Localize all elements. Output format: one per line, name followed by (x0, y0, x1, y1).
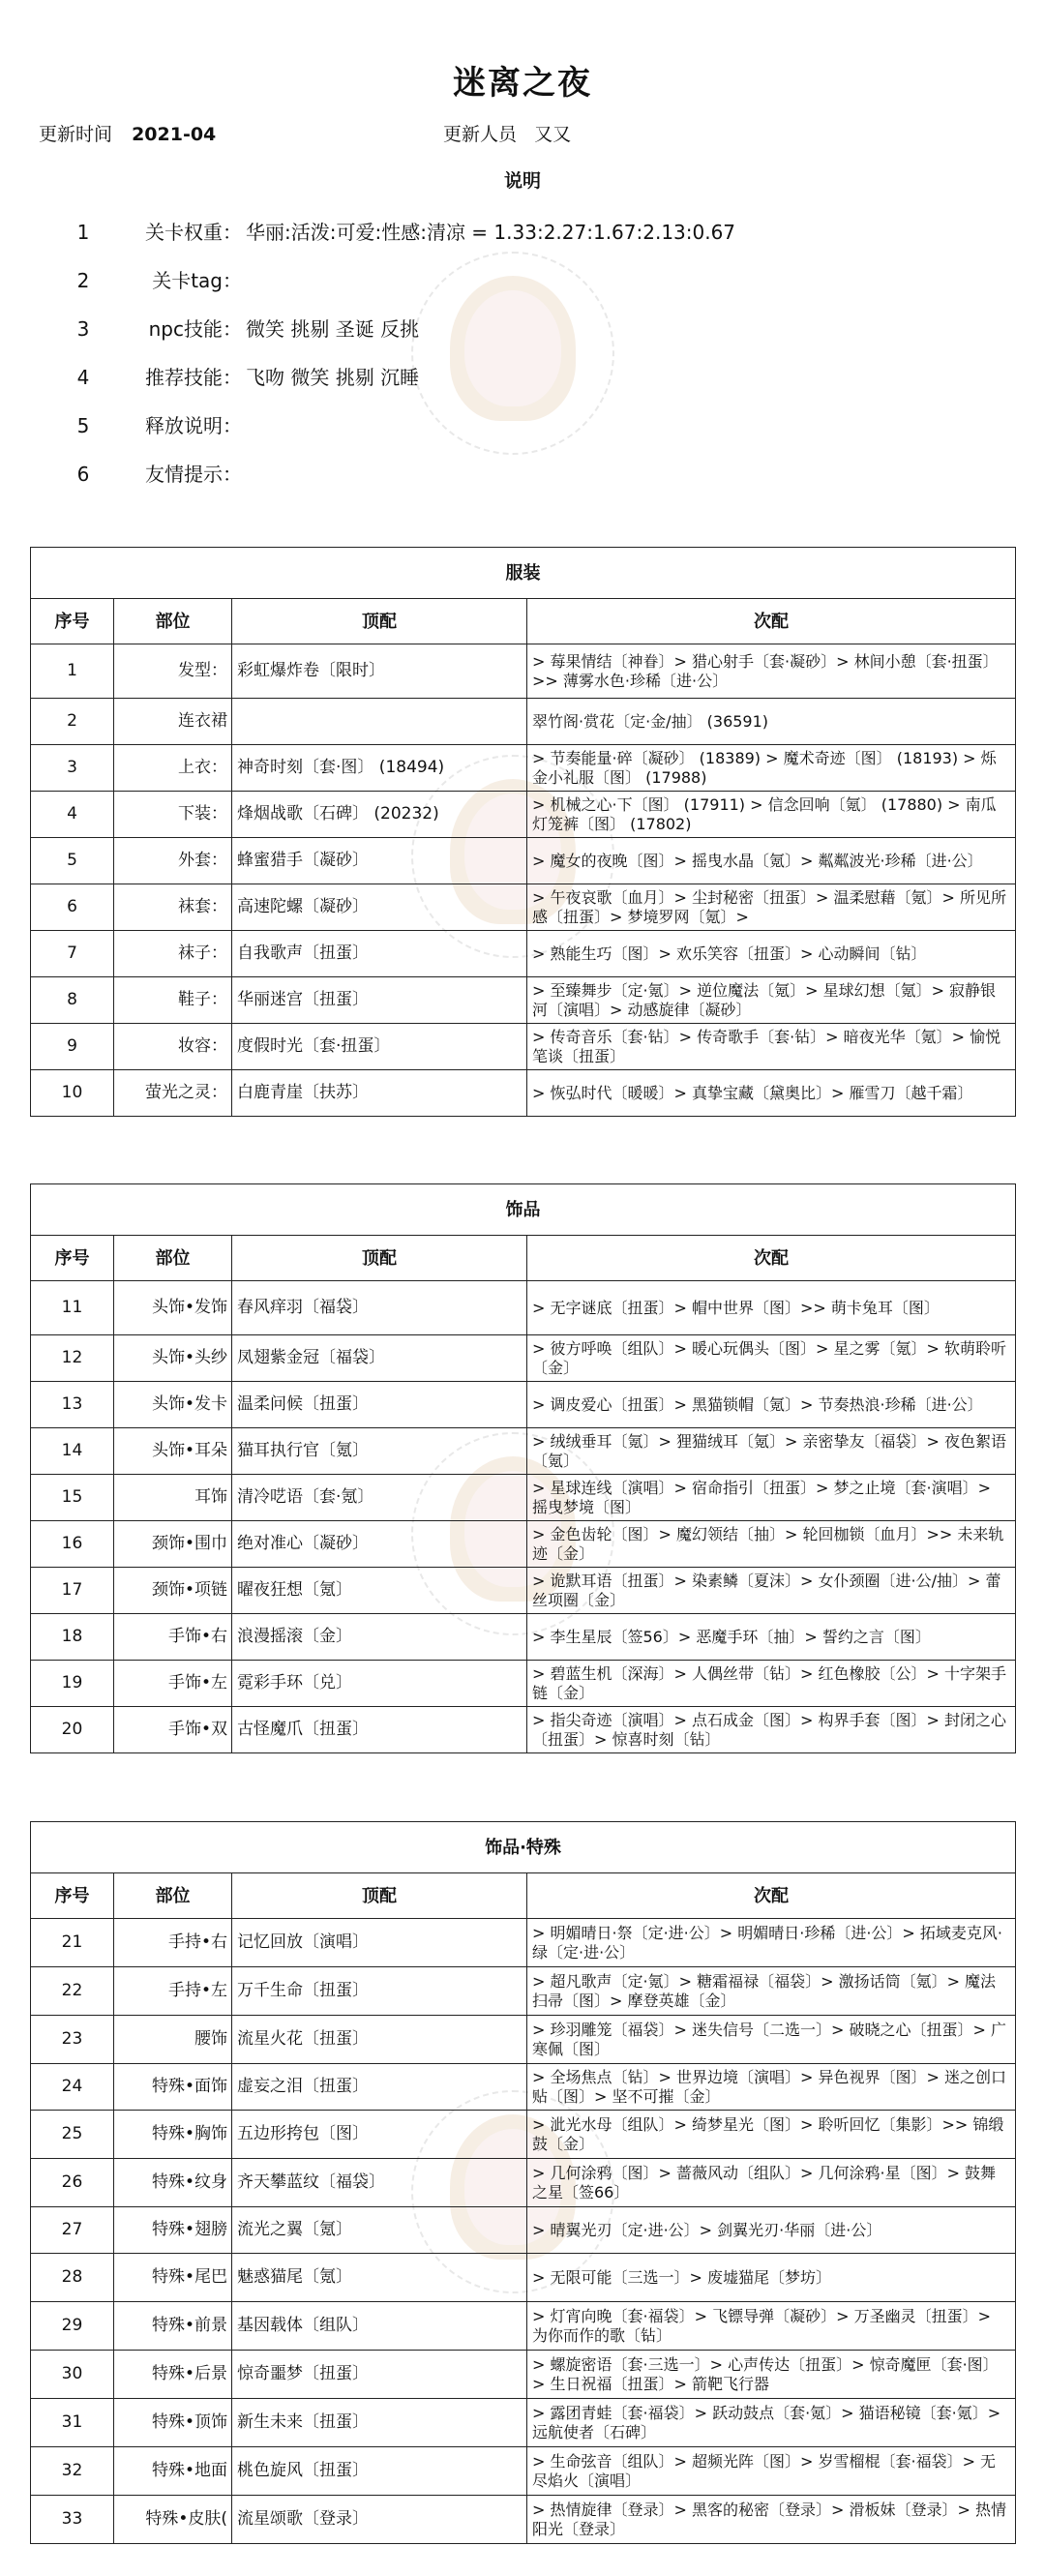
info-value: 华丽:活泼:可爱:性感:清凉 = 1.33:2.27:1.67:2.13:0.67 (246, 221, 736, 244)
cell-top: 霓彩手环〔兑〕 (232, 1661, 527, 1707)
cell-part: 上衣： (114, 745, 232, 792)
cell-top: 惊奇噩梦〔扭蛋〕 (232, 2351, 527, 2399)
cell-num: 2 (31, 699, 114, 745)
column-header-num: 序号 (31, 599, 114, 644)
column-header-top: 顶配 (232, 599, 527, 644)
cell-top: 魅惑猫尾〔氪〕 (232, 2254, 527, 2302)
cell-top: 清冷呓语〔套·氪〕 (232, 1475, 527, 1521)
table-row (31, 1919, 1016, 1967)
cell-part: 发型： (114, 644, 232, 699)
cell-num: 33 (31, 2496, 114, 2544)
cell-alt: > 泚光水母〔组队〕> 绮梦星光〔图〕> 聆听回忆〔集影〕>> 锦缎鼓〔金〕 (527, 2111, 1016, 2159)
info-row (64, 208, 735, 256)
table-row (31, 2399, 1016, 2447)
cell-part: 特殊•纹身 (114, 2159, 232, 2207)
section-caption-row (31, 1822, 1016, 1873)
cell-num: 4 (31, 792, 114, 838)
cell-alt: > 灯宵向晚〔套·福袋〕> 飞镖导弹〔凝砂〕> 万圣幽灵〔扭蛋〕> 为你而作的歌〔钻〕 (527, 2302, 1016, 2351)
cell-num: 1 (31, 644, 114, 699)
table-row (31, 699, 1016, 745)
cell-top: 新生未来〔扭蛋〕 (232, 2399, 527, 2447)
cell-alt: > 诡默耳语〔扭蛋〕> 染素鳞〔夏沫〕> 女仆颈圈〔进·公/抽〕> 蕾丝项圈〔金〕 (527, 1568, 1016, 1614)
cell-part: 手饰•左 (114, 1661, 232, 1707)
cell-num: 18 (31, 1614, 114, 1661)
table-row (31, 884, 1016, 931)
cell-num: 21 (31, 1919, 114, 1967)
table-row (31, 1281, 1016, 1335)
section-caption-row (31, 1184, 1016, 1236)
table-row (31, 2016, 1016, 2064)
cell-top (232, 699, 527, 745)
cell-num: 25 (31, 2111, 114, 2159)
cell-alt: > 至臻舞步〔定·氪〕> 逆位魔法〔氪〕> 星球幻想〔氪〕> 寂静银河〔演唱〕> 动感旋律〔凝砂〕 (527, 977, 1016, 1024)
cell-part: 手持•右 (114, 1919, 232, 1967)
cell-alt: > 午夜哀歌〔血月〕> 尘封秘密〔扭蛋〕> 温柔慰藉〔氪〕> 所见所感〔扭蛋〕> 梦境罗网〔氪〕> (527, 884, 1016, 931)
column-header-alt: 次配 (527, 1236, 1016, 1281)
column-header-num: 序号 (31, 1236, 114, 1281)
accessories-table (30, 1183, 1016, 1753)
table-row (31, 1967, 1016, 2016)
cell-alt: > 晴翼光刃〔定·进·公〕> 剑翼光刃·华丽〔进·公〕 (527, 2207, 1016, 2254)
cell-top: 度假时光〔套·扭蛋〕 (232, 1024, 527, 1070)
table-row (31, 1428, 1016, 1475)
watermark-image (411, 252, 614, 455)
cell-num: 13 (31, 1382, 114, 1428)
table-row (31, 2447, 1016, 2496)
info-key: 关卡权重： (145, 221, 242, 244)
cell-part: 头饰•头纱 (114, 1335, 232, 1382)
cell-num: 19 (31, 1661, 114, 1707)
cell-part: 特殊•皮肤( (114, 2496, 232, 2544)
cell-alt: > 绒绒垂耳〔氪〕> 狸猫绒耳〔氪〕> 亲密挚友〔福袋〕> 夜色絮语〔氪〕 (527, 1428, 1016, 1475)
cell-num: 15 (31, 1475, 114, 1521)
updater-value: 又又 (534, 124, 572, 145)
updater (443, 120, 571, 146)
cell-alt: > 生命弦音〔组队〕> 超频光阵〔图〕> 岁雪榴棍〔套·福袋〕> 无尽焰火〔演唱〕 (527, 2447, 1016, 2496)
cell-part: 颈饰•围巾 (114, 1521, 232, 1568)
update-time-label: 更新时间 (39, 124, 113, 145)
cell-top: 猫耳执行官〔氪〕 (232, 1428, 527, 1475)
cell-part: 手饰•右 (114, 1614, 232, 1661)
section-caption: 饰品 (31, 1184, 1016, 1236)
table-row (31, 838, 1016, 884)
cell-alt: > 指尖奇迹〔演唱〕> 点石成金〔图〕> 构界手套〔图〕> 封闭之心〔扭蛋〕> 惊喜时刻〔钻〕 (527, 1707, 1016, 1753)
table-row (31, 2207, 1016, 2254)
table-row (31, 1521, 1016, 1568)
cell-top: 温柔问候〔扭蛋〕 (232, 1382, 527, 1428)
table-row (31, 1661, 1016, 1707)
cell-num: 5 (31, 838, 114, 884)
table-row (31, 1568, 1016, 1614)
table-row (31, 1070, 1016, 1117)
cell-num: 23 (31, 2016, 114, 2064)
cell-top: 基因载体〔组队〕 (232, 2302, 527, 2351)
cell-top: 万千生命〔扭蛋〕 (232, 1967, 527, 2016)
page-title: 迷离之夜 (453, 64, 592, 103)
table-row (31, 1335, 1016, 1382)
clothing-table (30, 547, 1016, 1117)
cell-top: 桃色旋风〔扭蛋〕 (232, 2447, 527, 2496)
cell-part: 连衣裙 (114, 699, 232, 745)
cell-alt: > 莓果情结〔神眷〕> 猎心射手〔套·凝砂〕> 林间小憩〔套·扭蛋〕>> 薄雾水色·珍稀〔进·公〕 (527, 644, 1016, 699)
column-header-alt: 次配 (527, 599, 1016, 644)
cell-part: 特殊•后景 (114, 2351, 232, 2399)
cell-top: 五边形挎包〔图〕 (232, 2111, 527, 2159)
cell-alt: > 无限可能〔三选一〕> 废墟猫尾〔梦坊〕 (527, 2254, 1016, 2302)
table-row (31, 977, 1016, 1024)
info-row (64, 256, 246, 305)
cell-alt: > 珍羽雕笼〔福袋〕> 迷失信号〔二选一〕> 破晓之心〔扭蛋〕> 广寒佩〔图〕 (527, 2016, 1016, 2064)
cell-part: 外套： (114, 838, 232, 884)
table-row (31, 1382, 1016, 1428)
cell-part: 头饰•发饰 (114, 1281, 232, 1335)
cell-top: 自我歌声〔扭蛋〕 (232, 931, 527, 977)
cell-part: 特殊•尾巴 (114, 2254, 232, 2302)
section-caption-row (31, 548, 1016, 599)
cell-alt: > 彼方呼唤〔组队〕> 暖心玩偶头〔图〕> 星之雾〔氪〕> 软萌聆听〔金〕 (527, 1335, 1016, 1382)
cell-top: 绝对准心〔凝砂〕 (232, 1521, 527, 1568)
cell-part: 鞋子： (114, 977, 232, 1024)
update-time-value: 2021-04 (132, 124, 217, 145)
info-key: 友情提示： (145, 463, 242, 486)
cell-alt: > 热情旋律〔登录〕> 黑客的秘密〔登录〕> 滑板妹〔登录〕> 热情阳光〔登录〕 (527, 2496, 1016, 2544)
info-num: 5 (76, 414, 90, 437)
cell-top: 神奇时刻〔套·图〕 (18494) (232, 745, 527, 792)
column-header-alt: 次配 (527, 1873, 1016, 1919)
cell-part: 袜子： (114, 931, 232, 977)
cell-top: 彩虹爆炸卷〔限时〕 (232, 644, 527, 699)
info-num: 6 (76, 463, 90, 486)
table-row (31, 745, 1016, 792)
cell-alt: > 机械之心·下〔图〕 (17911) > 信念回响〔氪〕 (17880) > 南瓜灯笼裤〔图〕 (17802) (527, 792, 1016, 838)
cell-part: 腰饰 (114, 2016, 232, 2064)
cell-alt: > 金色齿轮〔图〕> 魔幻领结〔抽〕> 轮回枷锁〔血月〕>> 未来轨迹〔金〕 (527, 1521, 1016, 1568)
column-header-row (31, 1873, 1016, 1919)
cell-top: 记忆回放〔演唱〕 (232, 1919, 527, 1967)
table-row (31, 1024, 1016, 1070)
cell-top: 白鹿青崖〔扶苏〕 (232, 1070, 527, 1117)
cell-num: 31 (31, 2399, 114, 2447)
info-row (64, 450, 246, 498)
update-time (39, 120, 216, 146)
column-header-top: 顶配 (232, 1236, 527, 1281)
section-caption: 服装 (31, 548, 1016, 599)
cell-part: 手饰•双 (114, 1707, 232, 1753)
cell-part: 特殊•胸饰 (114, 2111, 232, 2159)
column-header-part: 部位 (114, 599, 232, 644)
table-row (31, 2351, 1016, 2399)
info-num: 3 (76, 317, 90, 341)
cell-alt: > 几何涂鸦〔图〕> 蔷薇风动〔组队〕> 几何涂鸦·星〔图〕> 鼓舞之星〔签66〕 (527, 2159, 1016, 2207)
cell-top: 曜夜狂想〔氪〕 (232, 1568, 527, 1614)
cell-part: 特殊•面饰 (114, 2064, 232, 2111)
cell-part: 下装： (114, 792, 232, 838)
cell-num: 28 (31, 2254, 114, 2302)
cell-alt: > 恢弘时代〔暖暖〕> 真挚宝藏〔黛奥比〕> 雁雪刀〔越千霜〕 (527, 1070, 1016, 1117)
table-row (31, 1707, 1016, 1753)
cell-top: 华丽迷宫〔扭蛋〕 (232, 977, 527, 1024)
column-header-num: 序号 (31, 1873, 114, 1919)
info-row (64, 305, 419, 353)
cell-num: 22 (31, 1967, 114, 2016)
cell-num: 17 (31, 1568, 114, 1614)
cell-alt: > 调皮爱心〔扭蛋〕> 黑猫锁帽〔氪〕> 节奏热浪·珍稀〔进·公〕 (527, 1382, 1016, 1428)
column-header-top: 顶配 (232, 1873, 527, 1919)
column-header-row (31, 599, 1016, 644)
table-row (31, 644, 1016, 699)
cell-num: 12 (31, 1335, 114, 1382)
cell-alt: > 星球连线〔演唱〕> 宿命指引〔扭蛋〕> 梦之止境〔套·演唱〕> 摇曳梦境〔图〕 (527, 1475, 1016, 1521)
cell-num: 20 (31, 1707, 114, 1753)
info-key: npc技能： (148, 317, 242, 341)
cell-alt: > 魔女的夜晚〔图〕> 摇曳水晶〔氪〕> 粼粼波光·珍稀〔进·公〕 (527, 838, 1016, 884)
cell-top: 齐天攀蓝纹〔福袋〕 (232, 2159, 527, 2207)
cell-part: 头饰•发卡 (114, 1382, 232, 1428)
column-header-row (31, 1236, 1016, 1281)
cell-num: 11 (31, 1281, 114, 1335)
info-value: 微笑 挑剔 圣诞 反挑 (246, 317, 420, 341)
cell-part: 耳饰 (114, 1475, 232, 1521)
cell-alt: > 李生星辰〔签56〕> 恶魔手环〔抽〕> 誓约之言〔图〕 (527, 1614, 1016, 1661)
cell-part: 头饰•耳朵 (114, 1428, 232, 1475)
cell-num: 29 (31, 2302, 114, 2351)
table-row (31, 2302, 1016, 2351)
cell-top: 高速陀螺〔凝砂〕 (232, 884, 527, 931)
info-value: 飞吻 微笑 挑剔 沉睡 (246, 366, 420, 389)
cell-alt: > 超凡歌声〔定·氪〕> 糖霜福禄〔福袋〕> 激扬话筒〔氪〕> 魔法扫帚〔图〕> 摩登英雄〔金〕 (527, 1967, 1016, 2016)
table-row (31, 792, 1016, 838)
cell-alt: > 螺旋密语〔套·三选一〕> 心声传达〔扭蛋〕> 惊奇魔匣〔套·图〕> 生日祝福〔扭蛋〕> 箭靶飞行器 (527, 2351, 1016, 2399)
table-row (31, 2496, 1016, 2544)
info-row (64, 402, 246, 450)
cell-alt: > 露团青蛙〔套·福袋〕> 跃动鼓点〔套·氪〕> 猫语秘镜〔套·氪〕> 远航使者〔石碑〕 (527, 2399, 1016, 2447)
table-row (31, 1614, 1016, 1661)
cell-part: 特殊•翅膀 (114, 2207, 232, 2254)
cell-alt: > 传奇音乐〔套·钻〕> 传奇歌手〔套·钻〕> 暗夜光华〔氪〕> 愉悦笔谈〔扭蛋〕 (527, 1024, 1016, 1070)
cell-num: 24 (31, 2064, 114, 2111)
info-num: 2 (76, 269, 90, 292)
cell-num: 10 (31, 1070, 114, 1117)
cell-part: 特殊•前景 (114, 2302, 232, 2351)
table-row (31, 2111, 1016, 2159)
info-key: 关卡tag： (152, 269, 242, 292)
cell-alt: > 明媚晴日·祭〔定·进·公〕> 明媚晴日·珍稀〔进·公〕> 拓域麦克风·绿〔定·进·公〕 (527, 1919, 1016, 1967)
cell-top: 流星颂歌〔登录〕 (232, 2496, 527, 2544)
info-num: 4 (76, 366, 90, 389)
cell-part: 颈饰•项链 (114, 1568, 232, 1614)
info-key: 释放说明： (145, 414, 242, 437)
cell-num: 8 (31, 977, 114, 1024)
column-header-part: 部位 (114, 1236, 232, 1281)
cell-num: 30 (31, 2351, 114, 2399)
cell-part: 手持•左 (114, 1967, 232, 2016)
explanation-heading: 说明 (503, 170, 541, 192)
cell-top: 春风痒羽〔福袋〕 (232, 1281, 527, 1335)
updater-label: 更新人员 (443, 124, 518, 145)
table-row (31, 1475, 1016, 1521)
cell-top: 虚妄之泪〔扭蛋〕 (232, 2064, 527, 2111)
cell-alt: 翠竹阁·赏花〔定·金/抽〕 (36591) (527, 699, 1016, 745)
cell-num: 27 (31, 2207, 114, 2254)
column-header-part: 部位 (114, 1873, 232, 1919)
cell-top: 蜂蜜猎手〔凝砂〕 (232, 838, 527, 884)
cell-num: 16 (31, 1521, 114, 1568)
cell-num: 32 (31, 2447, 114, 2496)
info-key: 推荐技能： (145, 366, 242, 389)
cell-num: 3 (31, 745, 114, 792)
cell-top: 烽烟战歌〔石碑〕 (20232) (232, 792, 527, 838)
cell-part: 特殊•地面 (114, 2447, 232, 2496)
cell-top: 古怪魔爪〔扭蛋〕 (232, 1707, 527, 1753)
cell-num: 6 (31, 884, 114, 931)
cell-alt: > 节奏能量·碎〔凝砂〕 (18389) > 魔术奇迹〔图〕 (18193) > 烁金小礼服〔图〕 (17988) (527, 745, 1016, 792)
cell-part: 特殊•顶饰 (114, 2399, 232, 2447)
cell-alt: > 碧蓝生机〔深海〕> 人偶丝带〔钻〕> 红色橡胶〔公〕> 十字架手链〔金〕 (527, 1661, 1016, 1707)
cell-part: 妆容： (114, 1024, 232, 1070)
cell-num: 26 (31, 2159, 114, 2207)
table-row (31, 931, 1016, 977)
cell-top: 流光之翼〔氪〕 (232, 2207, 527, 2254)
info-row (64, 353, 419, 402)
cell-part: 袜套： (114, 884, 232, 931)
info-num: 1 (76, 221, 90, 244)
table-row (31, 2064, 1016, 2111)
cell-num: 14 (31, 1428, 114, 1475)
special-accessories-table (30, 1821, 1016, 2544)
cell-alt: > 熟能生巧〔图〕> 欢乐笑容〔扭蛋〕> 心动瞬间〔钻〕 (527, 931, 1016, 977)
cell-top: 流星火花〔扭蛋〕 (232, 2016, 527, 2064)
cell-part: 萤光之灵： (114, 1070, 232, 1117)
table-row (31, 2254, 1016, 2302)
cell-top: 浪漫摇滚〔金〕 (232, 1614, 527, 1661)
cell-num: 9 (31, 1024, 114, 1070)
cell-num: 7 (31, 931, 114, 977)
cell-alt: > 全场焦点〔钻〕> 世界边境〔演唱〕> 异色视界〔图〕> 迷之创口贴〔图〕> 坚不可摧〔金〕 (527, 2064, 1016, 2111)
cell-top: 凤翅紫金冠〔福袋〕 (232, 1335, 527, 1382)
cell-alt: > 无字谜底〔扭蛋〕> 帽中世界〔图〕>> 萌卡兔耳〔图〕 (527, 1281, 1016, 1335)
section-caption: 饰品·特殊 (31, 1822, 1016, 1873)
table-row (31, 2159, 1016, 2207)
